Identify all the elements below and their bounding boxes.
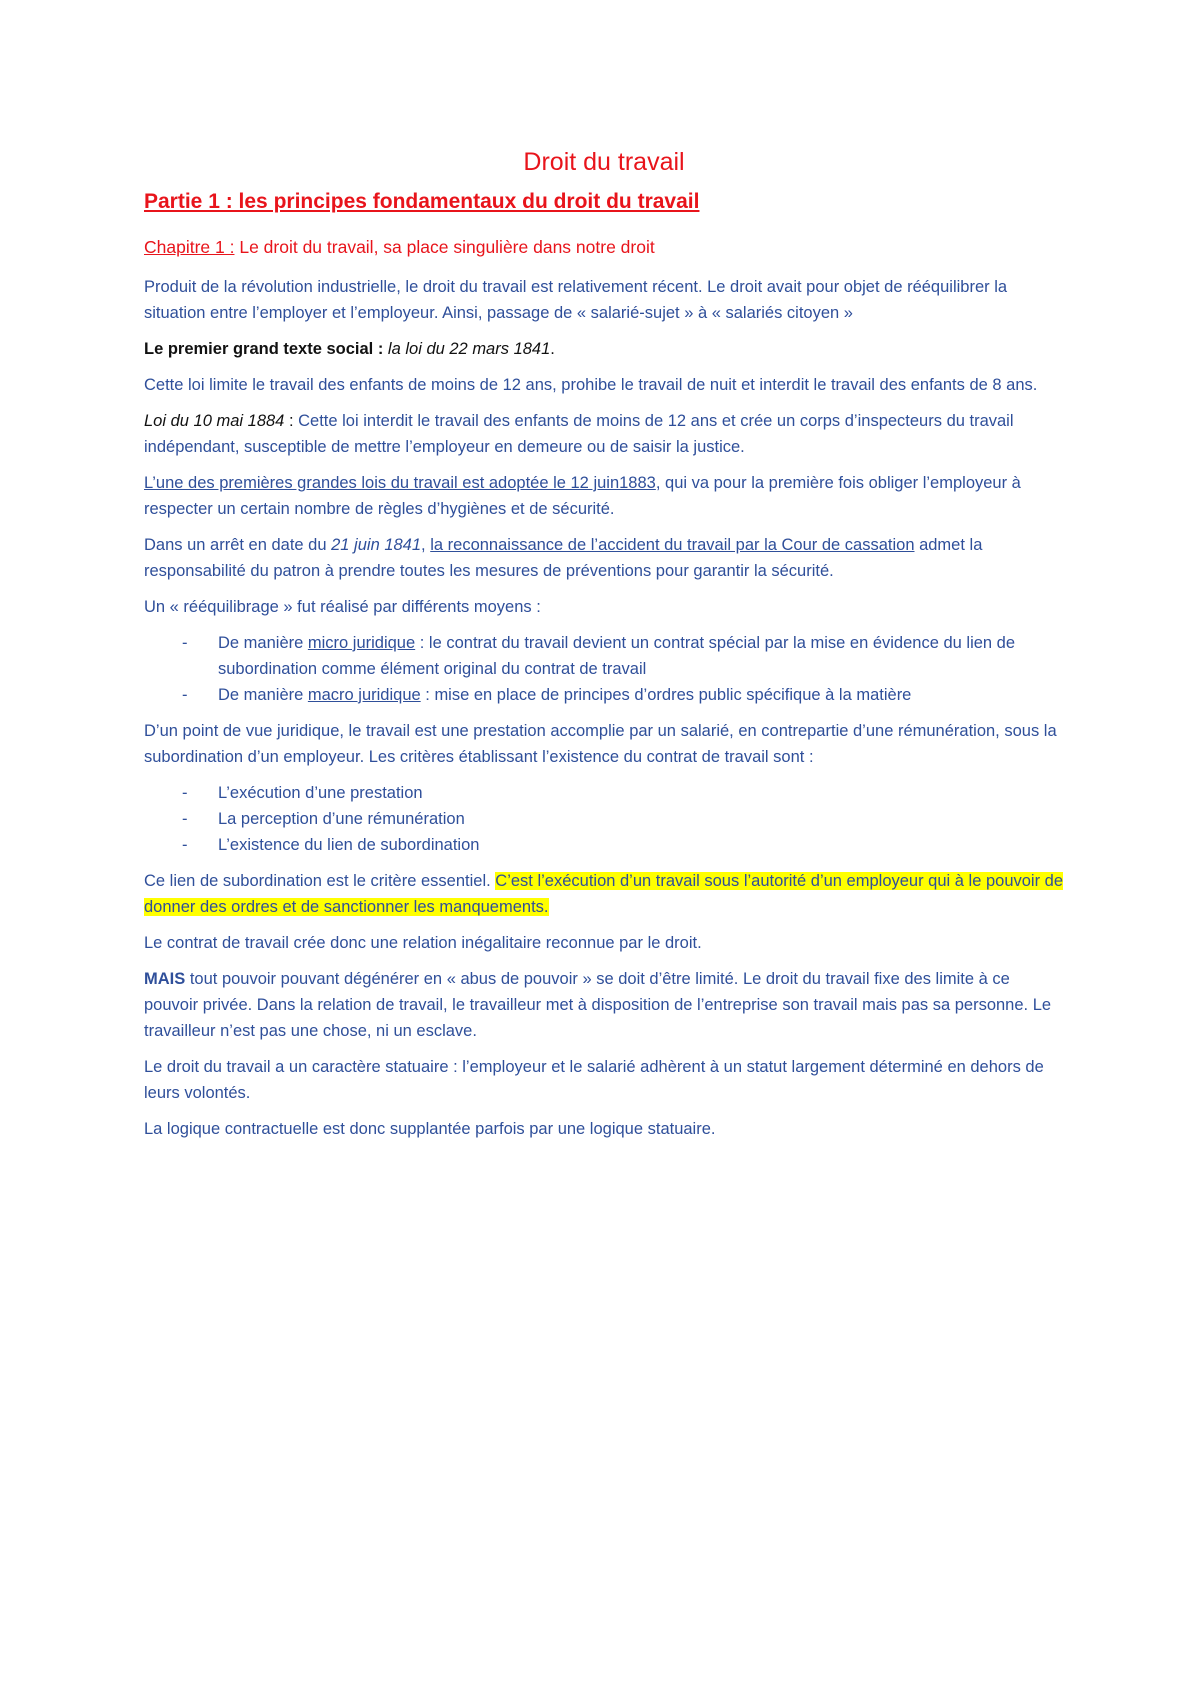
highlighted-text: C’est l’exécution d’un travail sous l’autorité d’un employeur qui à le pouvoir de donner des ordres et de sanctionner les manquements.	[144, 872, 1064, 916]
paragraph-3: Cette loi limite le travail des enfants de moins de 12 ans, prohibe le travail de nuit et interdit le travail des enfants de 8 ans.	[144, 376, 1038, 394]
paragraph-2-italic: la loi du 22 mars 1841	[387, 340, 551, 358]
paragraph-5	[144, 470, 1064, 522]
paragraph-9-text: Ce lien de subordination est le critère essentiel.	[144, 872, 496, 890]
list-item-start: De manière	[218, 686, 308, 704]
paragraph-5-underlined: L’une des premières grandes lois du travail est adoptée le 12 juin1883	[144, 474, 656, 492]
paragraph-10: Le contrat de travail crée donc une relation inégalitaire reconnue par le droit.	[144, 934, 702, 952]
chapter-label: Chapitre 1 :	[144, 237, 235, 257]
paragraph-11-bold: MAIS	[144, 970, 186, 988]
paragraph-4-italic: Loi du 10 mai 1884	[144, 412, 285, 430]
chapter-text: Le droit du travail, sa place singulière dans notre droit	[234, 237, 655, 257]
paragraph-2-end: .	[550, 340, 555, 358]
list-item: - L’existence du lien de subordination	[218, 832, 1064, 858]
paragraph-2	[144, 336, 1064, 362]
paragraph-5-text: , qui va pour la première fois obliger l’employeur à respecter un certain nombre de règles d’hygiènes et de sécurité.	[144, 474, 1021, 518]
paragraph-6-underlined: la reconnaissance de l’accident du travail par la Cour de cassation	[430, 536, 915, 554]
paragraph-11-text: tout pouvoir pouvant dégénérer en « abus de pouvoir » se doit d’être limité. Le droit du travail fixe des limite à ce pouvoir privée. Dans la relation de travail, le travailleur met à disposition de l’entreprise son travail mais pas sa personne. Le travailleur n’est pas une chose, ni un esclave.	[144, 970, 1052, 1040]
paragraph-1: Produit de la révolution industrielle, le droit du travail est relativement récent. Le droit avait pour objet de rééquilibrer la situation entre l’employer et l’employeur. Ainsi, passage de « salarié-sujet » à « salariés citoyen »	[144, 278, 1008, 322]
paragraph-4-colon: :	[284, 412, 299, 430]
list-item-text: : le contrat du travail devient un contrat spécial par la mise en évidence du lien de subordination comme élément original du contrat de travail	[218, 634, 1016, 678]
criteria-list	[144, 780, 1064, 858]
means-list	[144, 630, 1064, 708]
paragraph-13: La logique contractuelle est donc supplantée parfois par une logique statuaire.	[144, 1120, 716, 1138]
paragraph-6-start: Dans un arrêt en date du	[144, 536, 332, 554]
paragraph-6-text: admet la responsabilité du patron à prendre toutes les mesures de préventions pour garantir la sécurité.	[144, 536, 983, 580]
paragraph-9	[144, 868, 1064, 920]
document-title: Droit du travail	[523, 148, 685, 176]
paragraph-6	[144, 532, 1064, 584]
paragraph-4	[144, 408, 1064, 460]
paragraph-6-comma: ,	[421, 536, 431, 554]
list-item: - La perception d’une rémunération	[218, 806, 1064, 832]
list-item-start: De manière	[218, 634, 308, 652]
list-item: - L’exécution d’une prestation	[218, 780, 1064, 806]
paragraph-11	[144, 966, 1064, 1044]
paragraph-4-text: Cette loi interdit le travail des enfants de moins de 12 ans et crée un corps d’inspecteurs du travail indépendant, susceptible de mettre l’employeur en demeure ou de saisir la justice.	[144, 412, 1014, 456]
list-item-underlined: micro juridique	[307, 634, 416, 652]
part-title: Partie 1 : les principes fondamentaux du droit du travail	[144, 190, 700, 213]
document-body	[144, 146, 1064, 1152]
paragraph-6-italic: 21 juin 1841	[331, 536, 422, 554]
list-item-text: : mise en place de principes d’ordres public spécifique à la matière	[420, 686, 912, 704]
list-item	[218, 682, 1064, 708]
list-item	[218, 630, 1064, 682]
list-item-underlined: macro juridique	[307, 686, 421, 704]
chapter-heading	[144, 234, 1064, 260]
paragraph-2-bold: Le premier grand texte social :	[144, 340, 388, 358]
paragraph-7: Un « rééquilibrage » fut réalisé par différents moyens :	[144, 598, 541, 616]
paragraph-12: Le droit du travail a un caractère statuaire : l’employeur et le salarié adhèrent à un statut largement déterminé en dehors de leurs volontés.	[144, 1058, 1044, 1102]
paragraph-8: D’un point de vue juridique, le travail est une prestation accomplie par un salarié, en contrepartie d’une rémunération, sous la subordination d’un employeur. Les critères établissant l’existence du contrat de travail sont :	[144, 722, 1057, 766]
